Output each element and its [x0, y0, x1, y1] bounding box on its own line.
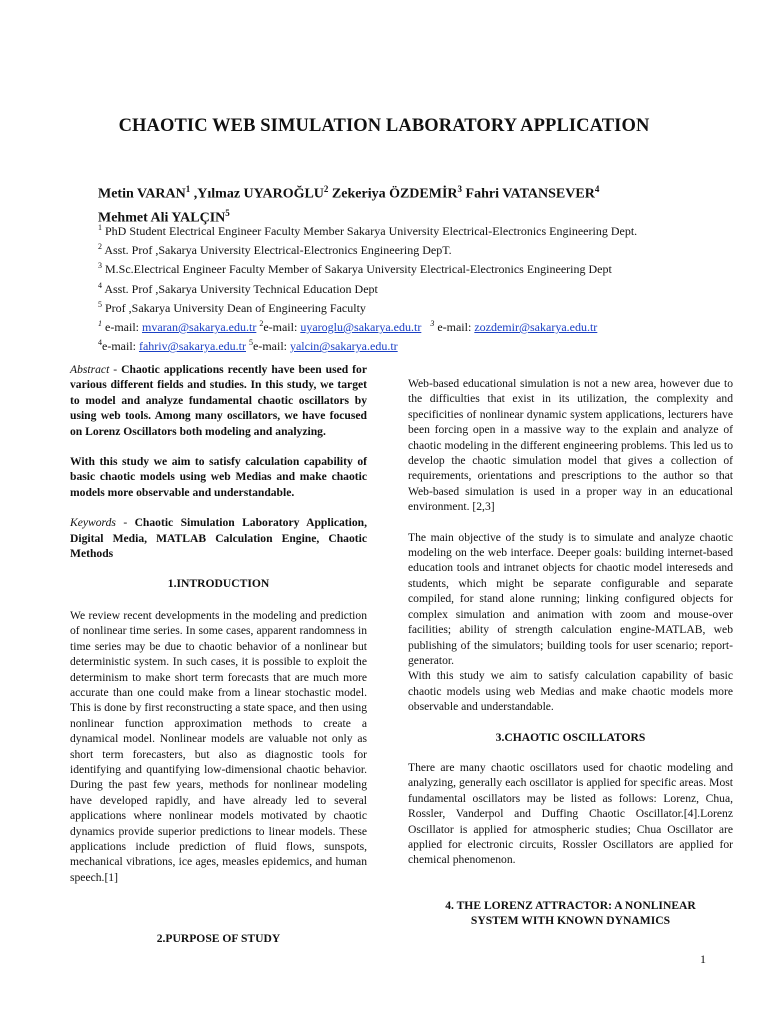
abstract-label: Abstract — [70, 363, 110, 376]
affiliation-3: $^3$ M.Sc.Electrical Engineer Faculty Member of Sakarya University Electrical-Electronics Engineering Dept — [98, 261, 612, 277]
author-2: Yılmaz UYAROĞLU — [197, 186, 324, 202]
right-column — [408, 376, 733, 929]
author-1: Metin VARAN — [98, 186, 186, 202]
author-3-index: 3 — [457, 184, 463, 194]
section-heading-lorenz: 4. THE LORENZ ATTRACTOR: A NONLINEAR SYSTEM WITH KNOWN DYNAMICS — [445, 898, 696, 928]
email-link-zozdemir[interactable]: zozdemir@sakarya.edu.tr — [474, 320, 598, 335]
keywords-label: Keywords — [70, 516, 116, 530]
author-5-index: 5 — [225, 207, 230, 218]
email-link-yalcin[interactable]: yalcin@sakarya.edu.tr — [289, 339, 398, 354]
email-link-fahriv[interactable]: fahriv@sakarya.edu.tr — [138, 339, 246, 354]
page-number: 1 — [700, 952, 706, 966]
keywords-paragraph: Keywords - Chaotic Simulation Laboratory Application, Digital Media, MATLAB Calculation Engine, Chaotic Methods — [70, 516, 367, 561]
author-separator: , — [190, 186, 198, 202]
author-2-index: 2 — [323, 184, 329, 194]
abstract-aim: With this study we aim to satisfy calculation capability of basic chaotic models using web Medias and make chaotic models more observable and understandable. — [70, 455, 367, 499]
author-3: Zekeriya ÖZDEMİR — [328, 186, 458, 202]
paper-title: CHAOTIC WEB SIMULATION LABORATORY APPLICATION — [118, 116, 650, 136]
abstract-paragraph: Abstract - Chaotic applications recently have been used for various different fields and studies. In this study, we target to model and analyze fundamental chaotic oscillators by using web tools. Among many oscillators, we have focused on Lorenz Oscillators both modeling and analyzing. — [70, 363, 367, 438]
author-1-index: 1 — [185, 184, 191, 194]
purpose-paragraph-3: With this study we aim to satisfy calculation capability of basic chaotic models using web Medias and make chaotic models more observable and understandable. — [408, 669, 733, 714]
section-heading-oscillators: 3.CHAOTIC OSCILLATORS — [495, 730, 646, 744]
section-heading-introduction: 1.INTRODUCTION — [167, 577, 270, 591]
author-4-index: 4 — [594, 184, 600, 194]
affiliation-4: $^4$ Asst. Prof ,Sakarya University Technical Education Dept — [98, 280, 378, 296]
affiliations — [98, 220, 698, 354]
email-link-uyaroglu[interactable]: uyaroglu@sakarya.edu.tr — [300, 320, 422, 335]
introduction-text: We review recent developments in the modeling and prediction of nonlinear time series. In some cases, apparent randomness in time series may be due to chaotic behavior of a nonlinear but deterministic system. In such cases, it is possible to exploit the determinism to make short term forecasts that are much more accurate than one could make from a linear stochastic model. This is done by first reconstructing a state space, and then using nonlinear function approximation methods to create a dynamical model. Nonlinear models are valuable not only as short term forecasters, but also as diagnostic tools for identifying and quantifying low-dimensional chaotic behavior. During the past few years, methods for nonlinear modeling have developed rapidly, and have already led to several applications where nonlinear models motivated by chaotic dynamics provide superior predictions to linear models. These applications include prediction of fluid flows, sunspots, mechanical vibrations, ice ages, measles epidemics, and human speech.[1] — [70, 608, 367, 884]
abstract-text: Chaotic applications recently have been used for various different fields and studies. In this study, we target to model and analyze fundamental chaotic oscillators by using web tools. Among many oscillators, we have focused on Lorenz Oscillators both modeling and analyzing. — [70, 363, 367, 438]
purpose-paragraph-1: Web-based educational simulation is not a new area, however due to the difficulties that exist in its utilization, the complexity and specificities of nonlinear dynamic system applications, lecturers have been forcing open in a massive way to the explain and analyze of chaotic modeling in the different engineering problems. This led us to develop the chaotic simulation model that gives a collection of requirements, orientations and prescriptions to the author so that Web-based simulation is used in a proper way in an educational environment. [2,3] — [408, 377, 733, 514]
oscillators-text: There are many chaotic oscillators used for chaotic modeling and analyzing, generally each oscillator is applied for specific areas. Most fundamental oscillators may be listed as follows: Lorenz, Chua, Rossler, Vanderpol and Duffing Chaotic Oscillator.[4].Lorenz Oscillator is applied for atmospheric studies; Chua Oscillator are applied for electronic circuits, Rossler Oscillators are applied for chemical phenomenon. — [408, 760, 733, 867]
affiliation-1: $^1$ PhD Student Electrical Engineer Faculty Member Sakarya University Electrical-Electronics Engineering Dept. — [98, 223, 638, 238]
author-4: Fahri VATANSEVER — [462, 186, 595, 202]
keywords-text: Chaotic Simulation Laboratory Application, Digital Media, MATLAB Calculation Engine, Chaotic Methods — [70, 516, 367, 561]
affiliation-2: $^2$ Asst. Prof ,Sakarya University Electrical-Electronics Engineering DepT. — [98, 242, 452, 258]
purpose-paragraph-2: The main objective of the study is to simulate and analyze chaotic modeling on the web interface. Deeper goals: building internet-based education tools and intranet objects for chaotic model intereseds and students, which might be separate configurable and separate compiled, for stand alone running; linking configured objects for complex simulation and animation with zoom and mouse-over facilities; ability of strength calculation engine-MATLAB, web publishing of the simulators; building tools for user scenario; report- generator. — [408, 530, 733, 667]
affiliation-5: $^5$ Prof ,Sakarya University Dean of Engineering Faculty — [98, 299, 366, 315]
email-link-mvaran[interactable]: mvaran@sakarya.edu.tr — [141, 320, 257, 335]
email-line-1: $^1$ e-mail: mvaran@sakarya.edu.tr $^2$e-mail: uyaroglu@sakarya.edu.tr $^3$ e-mail: zozdemir@sakarya.edu.tr — [98, 319, 598, 335]
left-column — [70, 362, 367, 947]
section-heading-purpose: 2.PURPOSE OF STUDY — [156, 932, 281, 946]
author-5: Mehmet Ali YALÇIN — [98, 210, 226, 226]
email-line-2: $^4$e-mail: fahriv@sakarya.edu.tr $^5$e-mail: yalcin@sakarya.edu.tr — [98, 338, 398, 354]
